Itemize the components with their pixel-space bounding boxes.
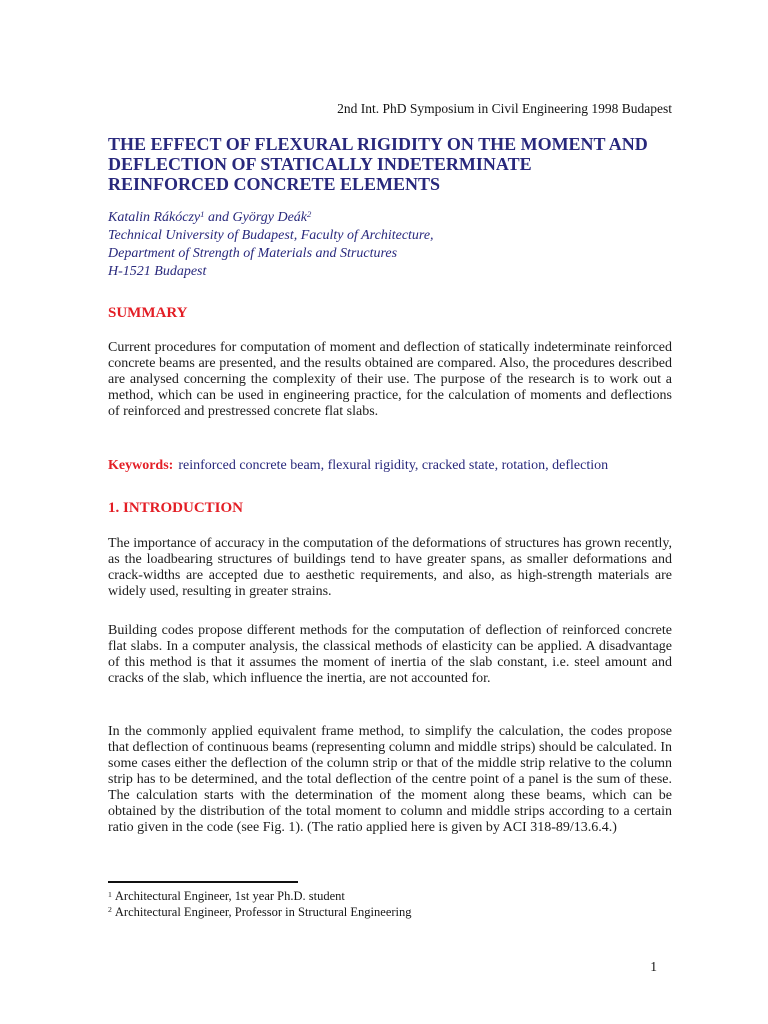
introduction-paragraph-1: The importance of accuracy in the computation of the deformations of structures has grown recently, as the loadbearing structures of buildings tend to have greater spans, as smaller deformations and crack-widths are accepted due to aesthetic requirements, and also, as high-strength materials are widely used, resulting in greater strains. [108,536,672,599]
author-line [108,209,672,227]
author-footnote-ref-1: 1 [200,209,205,220]
page-number: 1 [650,959,657,974]
footnote-1-text: Architectural Engineer, 1st year Ph.D. student [114,889,345,903]
summary-heading: SUMMARY [108,305,188,321]
affiliation-line-2: Department of Strength of Materials and Structures [108,246,398,261]
section-heading-introduction: 1. INTRODUCTION [108,500,244,516]
affiliation-line-3: H-1521 Budapest [108,264,207,279]
author-connector: and [204,210,233,225]
keywords-line [108,458,672,474]
paper-title [108,134,672,194]
paper-title-line-2: DEFLECTION OF STATICALLY INDETERMINATE [108,154,532,174]
paper-title-line-1: THE EFFECT OF FLEXURAL RIGIDITY ON THE MOMENT AND [108,134,648,154]
footnote-2-marker: 2 [108,905,112,915]
author-footnote-ref-2: 2 [307,209,312,220]
conference-header: 2nd Int. PhD Symposium in Civil Engineering 1998 Budapest [337,101,672,116]
author-name-1: Katalin Rákóczy [108,210,201,225]
author-name-2: György Deák [232,210,308,225]
author-block [108,209,672,281]
footnote-2 [108,905,672,921]
paper-title-line-3: REINFORCED CONCRETE ELEMENTS [108,174,441,194]
keywords-label: Keywords: [108,458,174,473]
introduction-paragraph-2: Building codes propose different methods for the computation of deflection of reinforced concrete flat slabs. In a computer analysis, the classical methods of elasticity can be applied. A disadvantage of this method is that it assumes the moment of inertia of the slab constant, i.e. steel amount and cracks of the slab, which influence the inertia, are not accounted for. [108,623,672,686]
introduction-paragraph-3: In the commonly applied equivalent frame method, to simplify the calculation, the codes propose that deflection of continuous beams (representing column and middle strips) should be calculated. In some cases either the deflection of the column strip or that of the middle strip relative to the column strip has to be determined, and the total deflection of the centre point of a panel is the sum of these. The calculation starts with the determination of the moment along these beams, which can be obtained by the distribution of the total moment to column and middle strips according to a certain ratio given in the code (see Fig. 1). (The ratio applied here is given by ACI 318-89/13.6.4.) [108,724,672,835]
affiliation-line-1: Technical University of Budapest, Faculty of Architecture, [108,228,434,243]
footnote-1 [108,889,672,905]
footnote-block [108,889,672,920]
footnote-separator-rule [108,881,298,883]
footnote-1-marker: 1 [108,889,112,899]
keywords-text: reinforced concrete beam, flexural rigidity, cracked state, rotation, deflection [178,458,609,473]
summary-paragraph: Current procedures for computation of moment and deflection of statically indeterminate reinforced concrete beams are presented, and the results obtained are compared. Also, the procedures described are analysed concerning the complexity of their use. The purpose of the research is to work out a method, which can be used in engineering practice, for the calculation of moments and deflections of reinforced and prestressed concrete flat slabs. [108,340,672,419]
footnote-2-text: Architectural Engineer, Professor in Structural Engineering [114,904,412,919]
